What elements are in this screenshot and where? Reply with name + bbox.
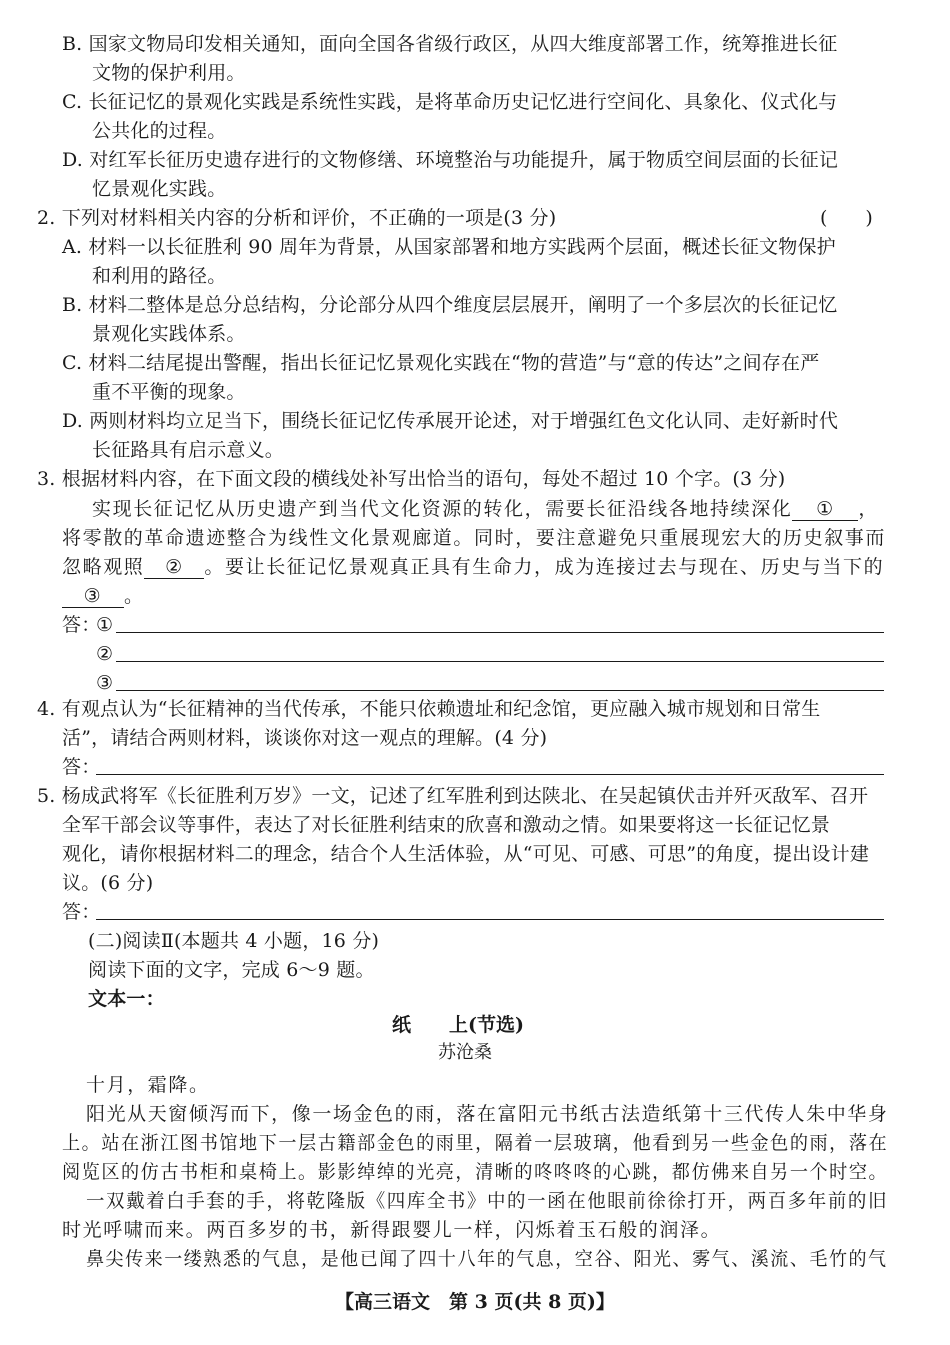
q1-option-d-line2: 忆景观化实践。	[92, 178, 227, 200]
page-footer: 【高三语文 第 3 页(共 8 页)】	[335, 1291, 615, 1313]
q2-answer-paren: ( )	[820, 207, 873, 229]
q2-option-b-line1: B. 材料二整体是总分总结构，分论部分从四个维度层层展开，阐明了一个多层次的长征记忆	[62, 294, 838, 316]
q1-option-d-line1: D. 对红军长征历史遗存进行的文物修缮、环境整治与功能提升，属于物质空间层面的长征记	[62, 149, 839, 171]
q3-passage-text: 实现长征记忆从历史遗产到当代文化资源的转化，需要长征沿线各地持续深化	[92, 498, 793, 520]
q2-option-a-line1: A. 材料一以长征胜利 90 周年为背景，从国家部署和地方实践两个层面，概述长征文物保护	[62, 236, 836, 258]
article-title: 纸 上(节选)	[392, 1014, 524, 1036]
article-author: 苏沧桑	[438, 1042, 492, 1063]
q3-answer-mark-3: ③	[96, 672, 114, 694]
q2-option-c-line1: C. 材料二结尾提出警醒，指出长征记忆景观化实践在“物的营造”与“意的传达”之间存在严	[62, 352, 820, 374]
q3-stem: 3. 根据材料内容，在下面文段的横线处补写出恰当的语句，每处不超过 10 个字。(3 分)	[37, 468, 786, 490]
q2-option-b-line2: 景观化实践体系。	[92, 323, 246, 345]
q4-stem-line2: 活”，请结合两则材料，谈谈你对这一观点的理解。(4 分)	[62, 727, 548, 749]
q5-answer-line[interactable]	[96, 919, 884, 920]
q2-option-c-line2: 重不平衡的现象。	[92, 381, 246, 403]
q3-blank-1: ①	[792, 498, 858, 521]
q3-answer-line-1[interactable]	[116, 632, 884, 633]
q3-blank-2: ②	[144, 556, 204, 579]
q3-passage-text: 。要让长征记忆景观真正具有生命力，成为连接过去与现在、历史与当下的	[204, 556, 885, 578]
q4-answer-line[interactable]	[96, 774, 884, 775]
q3-passage-punct: 。	[124, 585, 145, 607]
q5-stem-line4: 议。(6 分)	[62, 872, 154, 894]
q3-passage-punct: ，	[858, 498, 880, 520]
q3-answer-mark-2: ②	[96, 643, 114, 665]
q3-answer-label: 答：	[62, 614, 101, 636]
q5-stem-line2: 全军干部会议等事件，表达了对长征胜利结束的欣喜和激动之情。如果要将这一长征记忆景	[62, 814, 831, 836]
section-heading: (二)阅读Ⅱ(本题共 4 小题，16 分)	[88, 930, 380, 952]
q1-option-b-line2: 文物的保护利用。	[92, 62, 246, 84]
q5-answer-label: 答：	[62, 901, 101, 923]
q3-answer-line-2[interactable]	[116, 661, 884, 662]
q3-passage-line4	[62, 583, 145, 609]
article-para-2-line3: 阅览区的仿古书柜和桌椅上。影影绰绰的光亮，清晰的咚咚咚的心跳，都仿佛来自另一个时空。	[62, 1161, 889, 1183]
q1-option-b-line1: B. 国家文物局印发相关通知，面向全国各省级行政区，从四大维度部署工作，统筹推进长征	[62, 33, 838, 55]
q5-stem-line1: 5. 杨成武将军《长征胜利万岁》一文，记述了红军胜利到达陕北、在吴起镇伏击并歼灭敌军、召开	[37, 785, 869, 807]
q4-stem-line1: 4. 有观点认为“长征精神的当代传承，不能只依赖遗址和纪念馆，更应融入城市规划和日常生	[37, 698, 821, 720]
q2-option-d-line2: 长征路具有启示意义。	[92, 439, 285, 461]
q3-answer-line-3[interactable]	[116, 690, 884, 691]
q3-passage-text: 忽略观照	[62, 556, 145, 578]
article-para-3-line2: 时光呼啸而来。两百多岁的书，新得跟婴儿一样，闪烁着玉石般的润泽。	[62, 1219, 722, 1241]
section-instruction: 阅读下面的文字，完成 6～9 题。	[88, 959, 375, 981]
article-para-2-line2: 上。站在浙江图书馆地下一层古籍部金色的雨里，隔着一层玻璃，他看到另一些金色的雨，落在	[62, 1132, 889, 1154]
q1-option-c-line1: C. 长征记忆的景观化实践是系统性实践，是将革命历史记忆进行空间化、具象化、仪式化与	[62, 91, 838, 113]
article-para-2-line1: 阳光从天窗倾泻而下，像一场金色的雨，落在富阳元书纸古法造纸第十三代传人朱中华身	[86, 1103, 889, 1125]
q1-option-c-line2: 公共化的过程。	[92, 120, 227, 142]
text-one-label: 文本一：	[88, 988, 165, 1010]
q2-option-a-line2: 和利用的路径。	[92, 265, 227, 287]
q3-passage-line1	[92, 496, 879, 522]
article-para-1: 十月，霜降。	[86, 1074, 210, 1096]
q2-stem: 2. 下列对材料相关内容的分析和评价，不正确的一项是(3 分)	[37, 207, 557, 229]
article-para-3-line1: 一双戴着白手套的手，将乾隆版《四库全书》中的一函在他眼前徐徐打开，两百多年前的旧	[86, 1190, 889, 1212]
q3-passage-line3	[62, 554, 884, 580]
q3-passage-line2: 将零散的革命遗迹整合为线性文化景观廊道。同时，要注意避免只重展现宏大的历史叙事而	[62, 527, 887, 549]
q5-stem-line3: 观化，请你根据材料二的理念，结合个人生活体验，从“可见、可感、可思”的角度，提出设计建	[62, 843, 870, 865]
article-para-4-line1: 鼻尖传来一缕熟悉的气息，是他已闻了四十八年的气息，空谷、阳光、雾气、溪流、毛竹的气	[86, 1248, 888, 1270]
q3-blank-3: ③	[62, 585, 124, 608]
q2-option-d-line1: D. 两则材料均立足当下，围绕长征记忆传承展开论述，对于增强红色文化认同、走好新时代	[62, 410, 839, 432]
q3-answer-mark-1: ①	[96, 614, 114, 636]
q4-answer-label: 答：	[62, 756, 101, 778]
